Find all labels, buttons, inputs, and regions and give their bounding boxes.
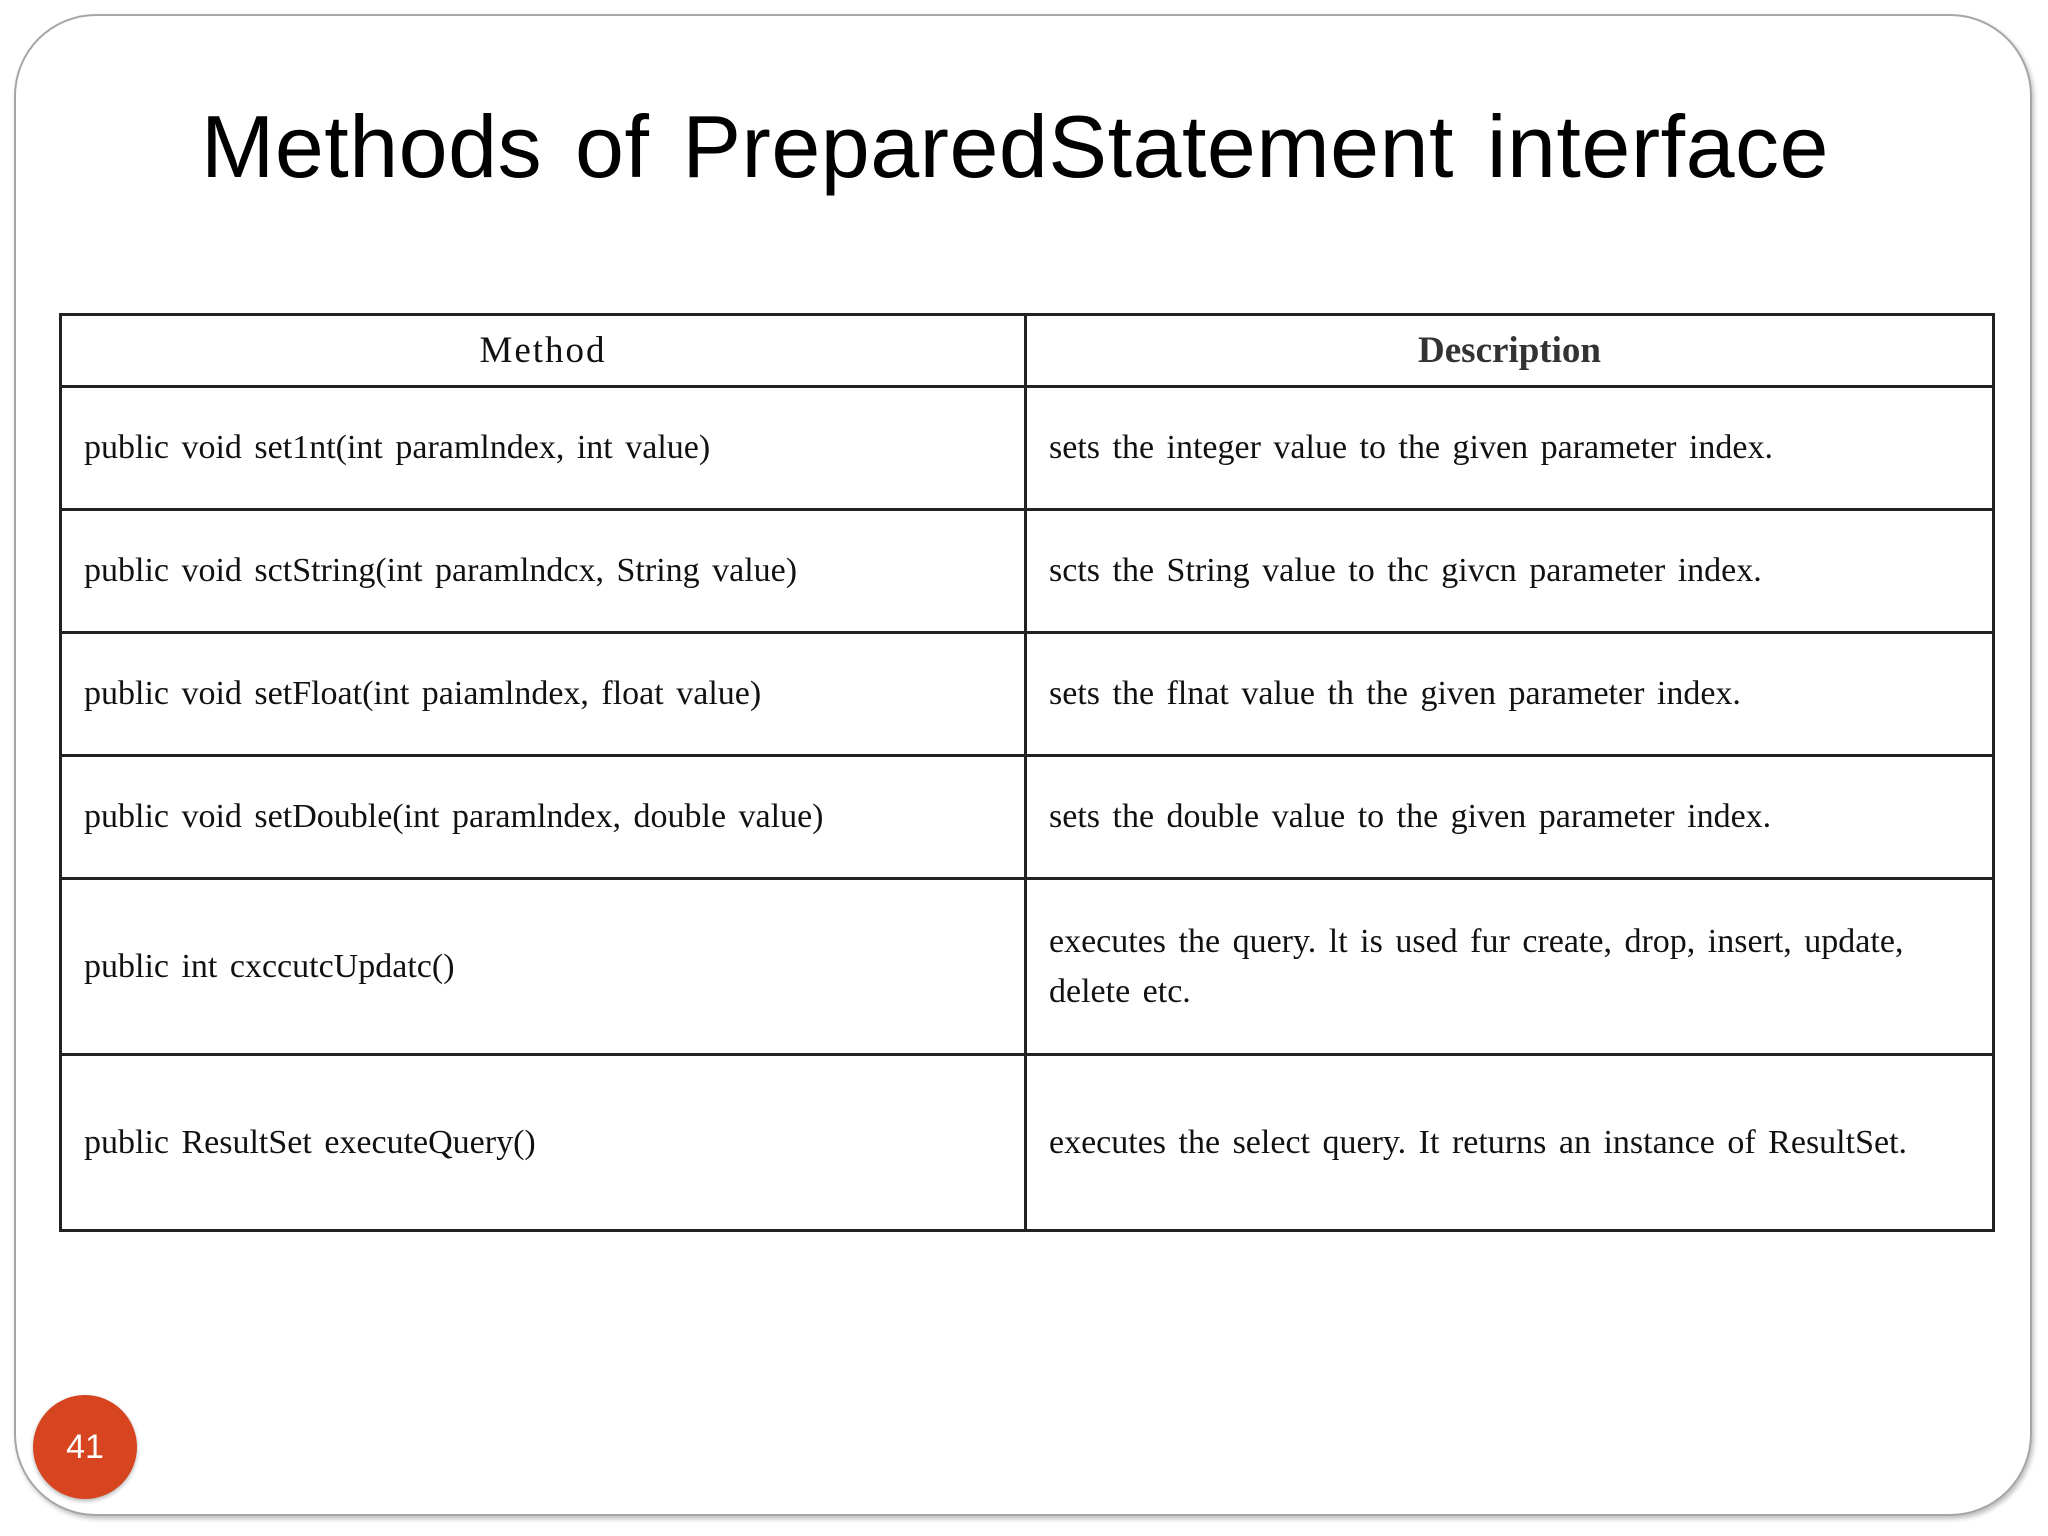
table-row xyxy=(61,756,1994,879)
method-cell: public void sctString(int paramlndcx, String value) xyxy=(61,510,1026,633)
slide-title: Methods of PreparedStatement interface xyxy=(201,97,1829,196)
methods-table xyxy=(59,313,1995,1232)
description-cell: sets the double value to the given parameter index. xyxy=(1026,756,1994,879)
table-row xyxy=(61,1055,1994,1231)
method-cell: public ResultSet executeQuery() xyxy=(61,1055,1026,1231)
page-number-badge xyxy=(33,1395,137,1499)
table-row xyxy=(61,510,1994,633)
description-cell: executes the select query. It returns an instance of ResultSet. xyxy=(1026,1055,1994,1231)
table-row xyxy=(61,879,1994,1055)
method-cell: public void setDouble(int paramlndex, double value) xyxy=(61,756,1026,879)
description-cell: scts the String value to thc givcn parameter index. xyxy=(1026,510,1994,633)
table-header-row xyxy=(61,315,1994,387)
description-cell: executes the query. lt is used fur create, drop, insert, update, delete etc. xyxy=(1026,879,1994,1055)
table-row xyxy=(61,633,1994,756)
table-row xyxy=(61,387,1994,510)
method-cell: public void setFloat(int paiamlndex, float value) xyxy=(61,633,1026,756)
page-number: 41 xyxy=(66,1427,104,1466)
header-description: Description xyxy=(1026,315,1994,387)
description-cell: sets the integer value to the given parameter index. xyxy=(1026,387,1994,510)
description-cell: sets the flnat value th the given parameter index. xyxy=(1026,633,1994,756)
header-method: Method xyxy=(61,315,1026,387)
method-cell: public int cxccutcUpdatc() xyxy=(61,879,1026,1055)
method-cell: public void set1nt(int paramlndex, int value) xyxy=(61,387,1026,510)
